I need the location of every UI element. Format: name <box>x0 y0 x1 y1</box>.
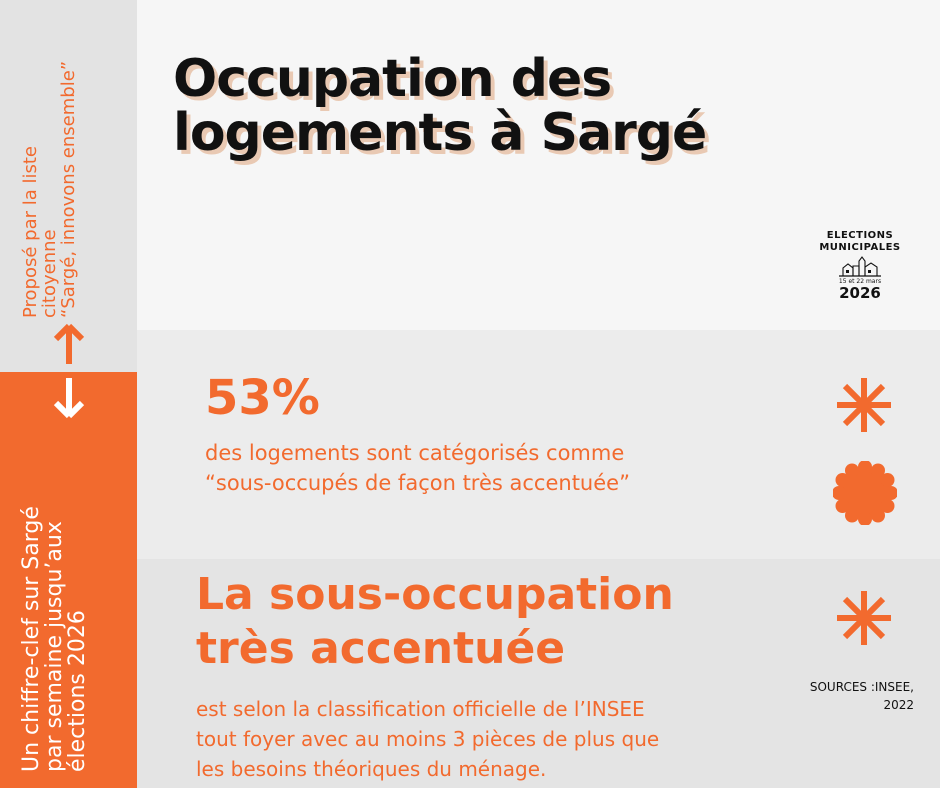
definition-description-line: est selon la classification officielle de l’INSEE <box>196 697 645 721</box>
sources-line: 2022 <box>883 698 914 712</box>
asterisk-icon <box>834 375 894 435</box>
elections-dates: 15 et 22 mars <box>838 278 882 285</box>
definition-title <box>196 568 816 676</box>
sidebar-top-line: Proposé par la liste <box>20 145 41 318</box>
arrow-up-icon <box>52 322 86 366</box>
sources-note <box>790 678 914 714</box>
sidebar-top-line: citoyenne <box>38 229 60 318</box>
definition-title-line: très accentuée <box>196 623 566 674</box>
stat-description-line: des logements sont catégorisés comme <box>205 441 625 465</box>
stat-value: 53% <box>205 370 320 426</box>
sidebar-bottom-text <box>20 506 89 772</box>
sources-line: SOURCES :INSEE, <box>809 680 914 694</box>
sidebar-bottom-line: élections 2026 <box>65 610 91 772</box>
sidebar-top-line: “Sargé, innovons ensemble” <box>57 60 79 318</box>
elections-year: 2026 <box>839 284 881 302</box>
title-line: logements à Sargé <box>173 103 707 163</box>
sidebar-bottom-line: par semaine jusqu’aux <box>42 521 68 772</box>
page-title <box>173 49 707 163</box>
stat-description-line: “sous-occupés de façon très accentuée” <box>205 471 630 495</box>
sidebar-bottom-line: Un chiffre-clef sur Sargé <box>19 506 44 772</box>
elections-badge <box>808 230 912 301</box>
municipales-label: MUNICIPALES <box>819 242 901 253</box>
sidebar-top-text <box>22 61 79 318</box>
definition-title-line: La sous-occupation <box>196 569 674 620</box>
elections-label: ELECTIONS <box>826 230 894 241</box>
stat-description <box>205 438 785 498</box>
asterisk-icon <box>834 588 894 648</box>
scalloped-circle-icon <box>833 461 897 525</box>
village-icon <box>837 255 883 277</box>
title-line: Occupation des <box>173 49 612 109</box>
definition-description-line: tout foyer avec au moins 3 pièces de plus que <box>196 727 660 751</box>
arrow-down-icon <box>52 376 86 420</box>
definition-description <box>196 694 806 784</box>
definition-description-line: les besoins théoriques du ménage. <box>196 757 547 781</box>
